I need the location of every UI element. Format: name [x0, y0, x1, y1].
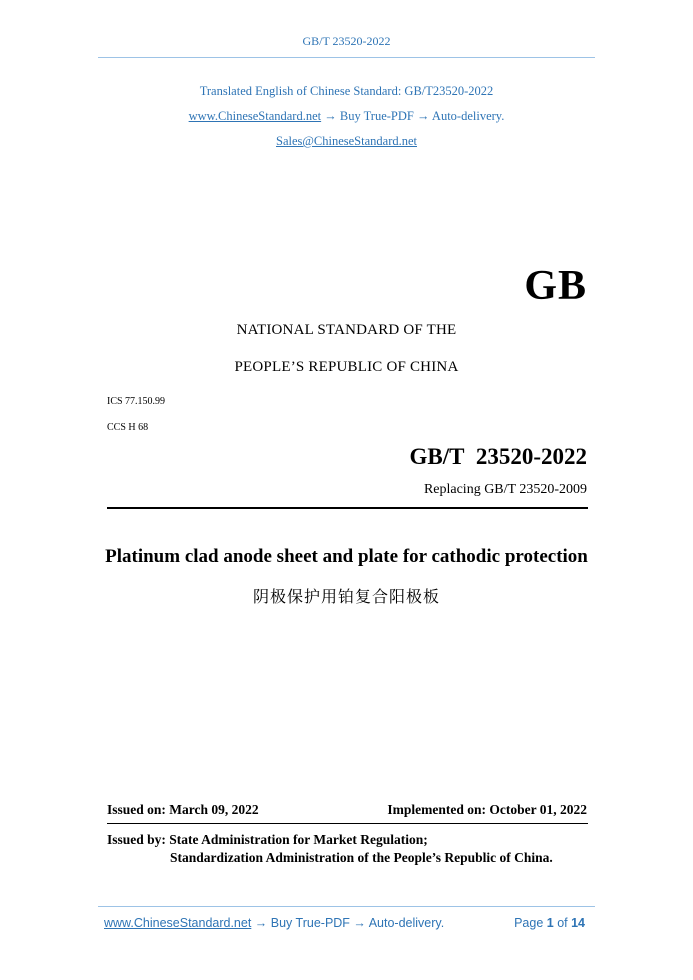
title-divider [107, 507, 588, 509]
issued-on-date: Issued on: March 09, 2022 [107, 802, 259, 817]
translation-notice: Translated English of Chinese Standard: GB/T23520-2022 [199, 84, 494, 98]
page-label: Page [514, 916, 547, 930]
of-label: of [553, 916, 572, 930]
implemented-on-date: Implemented on: October 01, 2022 [387, 802, 587, 817]
ccs-code: CCS H 68 [107, 422, 149, 433]
national-standard-line1: NATIONAL STANDARD OF THE [236, 322, 457, 338]
footer-site-link[interactable]: www.ChineseStandard.net [104, 916, 252, 930]
buy-text: → Buy True-PDF → Auto-delivery. [321, 109, 505, 123]
running-header: GB/T 23520-2022 [302, 34, 391, 48]
sales-email-link[interactable]: Sales@ChineseStandard.net [276, 134, 417, 148]
standard-code: GB/T 23520-2022 [409, 444, 587, 469]
issued-by-line1: Issued by: State Administration for Market Regulation; [107, 832, 428, 847]
page-indicator [514, 916, 585, 930]
header-divider [98, 57, 595, 58]
title-chinese: 阴极保护用铂复合阳极板 [252, 587, 440, 606]
replacing-note: Replacing GB/T 23520-2009 [423, 482, 587, 497]
sales-line [0, 134, 693, 149]
footer-buy-text: → Buy True-PDF → Auto-delivery. [251, 916, 445, 930]
buy-line [0, 109, 693, 124]
footer-buy-line [104, 916, 444, 930]
dates-divider [107, 823, 588, 824]
ics-code: ICS 77.150.99 [107, 396, 166, 407]
national-standard-line2: PEOPLE’S REPUBLIC OF CHINA [234, 359, 459, 375]
site-link[interactable]: www.ChineseStandard.net [188, 109, 322, 123]
page-number: 1 [546, 916, 554, 930]
page-total: 14 [571, 916, 585, 930]
gb-mark: GB [524, 263, 587, 309]
issued-by-line2: Standardization Administration of the People’s Republic of China. [170, 850, 553, 865]
title-english: Platinum clad anode sheet and plate for cathodic protection [105, 546, 588, 567]
footer-divider [98, 906, 595, 907]
